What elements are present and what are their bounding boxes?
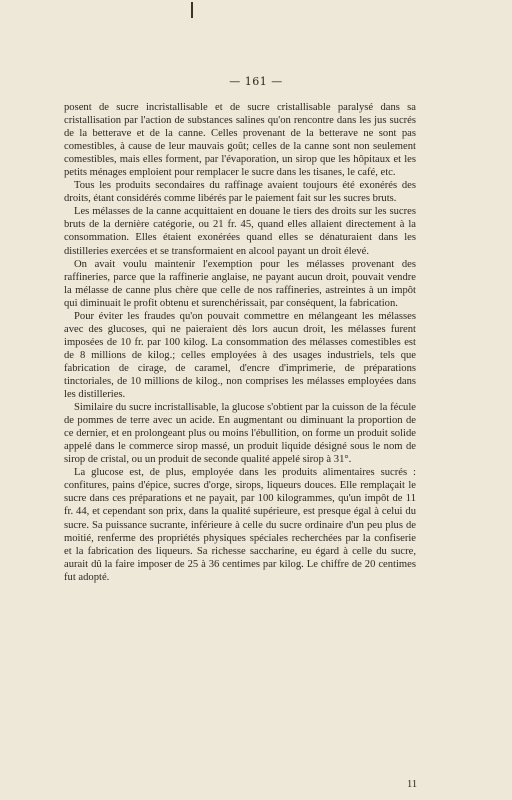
paragraph: Les mélasses de la canne acquittaient en douane le tiers des droits sur les sucres bruts de la dernière catégorie, ou 21 fr. 45, quand elles allaient directement à la consommation. Elles étaient exonérées quand elles se dénaturaient dans les distilleries exercées et se transformaient en alcool payant un droit élevé. [64,206,416,257]
margin-mark [191,2,193,18]
page-body [64,101,416,584]
paragraph: posent de sucre incristallisable et de sucre cristallisable paralysé dans sa cristallisation par l'action de substances salines qu'on rencontre dans les jus sucrés de la betterave et de la canne. Celles provenant de la betterave ne sont pas comestibles, à cause de leur mauvais goût; celles de la canne sont non seulement comestibles, mais elles forment, par l'évaporation, un sirop que les hôpitaux et les petits ménages emploient pour remplacer le sucre dans les tisanes, le café, etc. [64,102,416,179]
paragraph: Tous les produits secondaires du raffinage avaient toujours été exonérés des droits, étant considérés comme libérés par le paiement fait sur les sucres bruts. [64,180,416,205]
page-number: — 161 — [229,75,283,88]
paragraph: Pour éviter les fraudes qu'on pouvait commettre en mélangeant les mélasses avec des glucoses, qui ne paieraient dès lors aucun droit, les mélasses furent imposées de 10 fr. par 100 kilog. La consommation des mélasses comestibles est de 8 millions de kilog.; celles employées à des usages industriels, tels que fabrication de cirage, de caramel, d'encre d'imprimerie, de préparations tinctoriales, de 10 millions de kilog., non comprises les mélasses employées dans les distilleries. [64,310,416,401]
paragraph: On avait voulu maintenir l'exemption pour les mélasses provenant des raffineries, parce que la raffinerie anglaise, ne payant aucun droit, pouvait vendre la mélasse de canne plus chère que celle de nos raffineries, astreintes à un impôt qui diminuait le profit obtenu et surenchérissait, par conséquent, la fabrication. [64,258,416,309]
paragraph: Similaire du sucre incristallisable, la glucose s'obtient par la cuisson de la fécule de pommes de terre avec un acide. En augmentant ou diminuant la proportion de ce dernier, et en prolongeant plus ou moins l'ébullition, on forme un produit solide appelé dans le commerce sirop massé, un produit liquide désigné sous le nom de sirop de cristal, ou un produit de seconde qualité appelé sirop à 31°. [64,402,416,466]
signature-mark: 11 [407,779,418,790]
paragraph: La glucose est, de plus, employée dans les produits alimentaires sucrés : confitures, pains d'épice, sucres d'orge, sirops, liqueurs douces. Elle remplaçait le sucre dans ces préparations et ne payait, par 100 kilogrammes, qu'un impôt de 11 fr. 44, et cependant son prix, dans la qualité supérieure, est presque égal à celui du sucre. Sa puissance sucrante, inférieure à celle du sucre ordinaire d'un peu plus de moitié, renferme des propriétés physiques spéciales recherchées par la confiserie et la fabrication des liqueurs. Sa richesse saccharine, eu égard à celle du sucre, aurait dû la faire imposer de 25 à 36 centimes par kilog. Le chiffre de 20 centimes fut adopté. [64,467,416,583]
